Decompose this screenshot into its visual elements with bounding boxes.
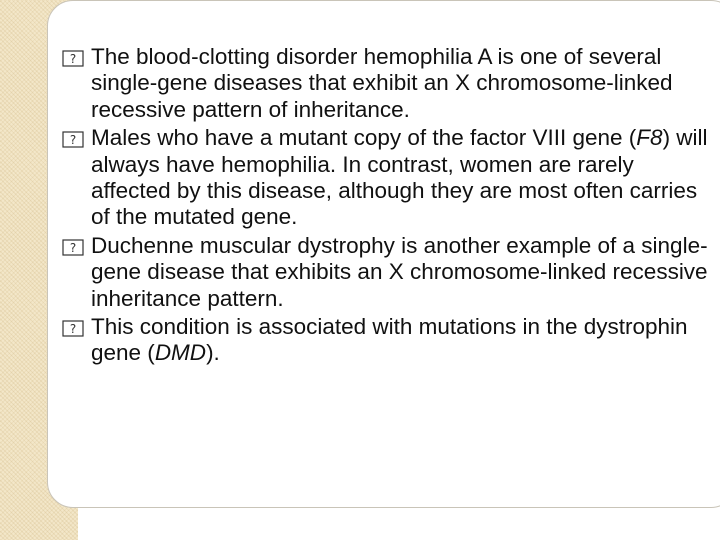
- bullet-text-after: ) will always have hemophilia. In contrast, women are rarely affected by this disease, although they are most often carries of the mutated gene.: [91, 125, 708, 230]
- missing-glyph-box-icon: [62, 50, 84, 67]
- svg-text:?: ?: [69, 52, 77, 66]
- slide-content: [62, 44, 712, 369]
- bullet-item-hemophilia: [62, 44, 712, 123]
- missing-glyph-box-icon: [62, 131, 84, 148]
- bullet-item-males-f8: [62, 125, 712, 231]
- bullet-item-duchenne: [62, 233, 712, 312]
- bullet-italic-term: DMD: [154, 340, 207, 366]
- svg-text:?: ?: [69, 322, 77, 337]
- bullet-item-dystrophin: [62, 314, 712, 367]
- missing-glyph-box-icon: [62, 239, 84, 256]
- missing-glyph-box-icon: [62, 320, 84, 337]
- bullet-text: The blood-clotting disorder hemophilia A is one of several single-gene diseases that exhibit an X chromosome-linked recessive pattern of inheritance.: [91, 44, 673, 122]
- bullet-text: Duchenne muscular dystrophy is another example of a single-gene disease that exhibits an X chromosome-linked recessive inheritance pattern.: [91, 232, 708, 311]
- bullet-text-after: ).: [206, 340, 220, 366]
- svg-text:?: ?: [69, 240, 77, 255]
- bullet-text: Males who have a mutant copy of the factor VIII gene (: [91, 125, 637, 151]
- bullet-text: This condition is associated with mutations in the dystrophin gene (: [91, 314, 688, 366]
- svg-text:?: ?: [69, 133, 77, 148]
- bullet-italic-term: F8: [636, 125, 663, 151]
